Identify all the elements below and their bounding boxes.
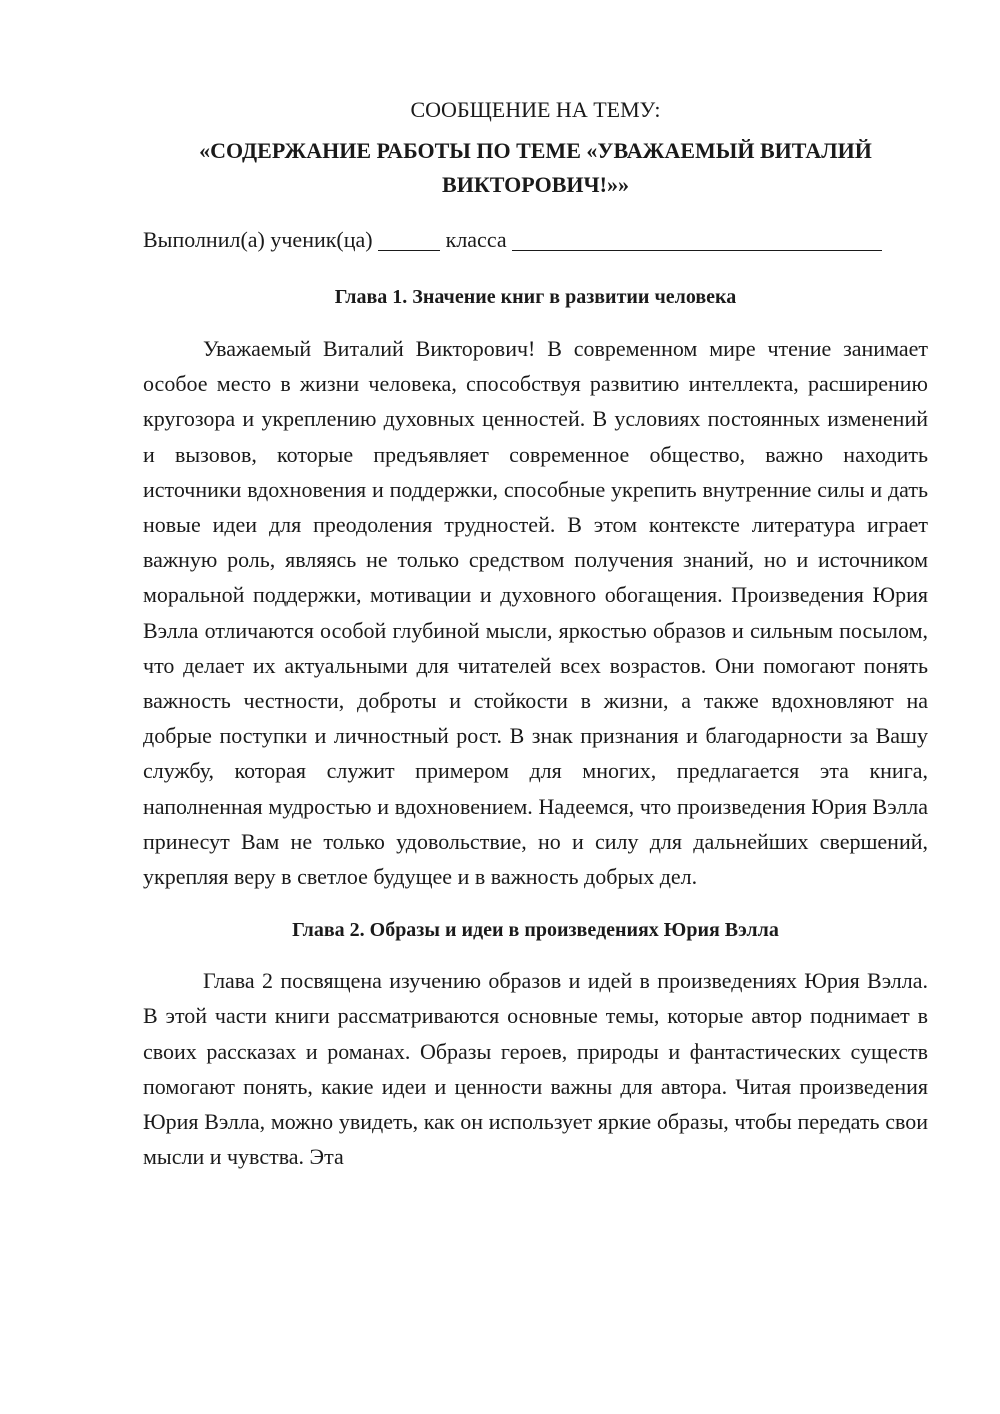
document-title: «СОДЕРЖАНИЕ РАБОТЫ ПО ТЕМЕ «УВАЖАЕМЫЙ ВИТАЛИЙ ВИКТОРОВИЧ!»»: [199, 138, 872, 197]
chapter-1-heading: Глава 1. Значение книг в развитии человека: [334, 286, 737, 308]
document-header: СООБЩЕНИЕ НА ТЕМУ:: [410, 97, 661, 122]
class-label: класса: [445, 227, 507, 252]
chapter-2-heading: Глава 2. Образы и идеи в произведениях Юрия Вэлла: [292, 919, 779, 942]
student-label: Выполнил(а) ученик(ца): [143, 227, 373, 252]
name-blank: [512, 226, 882, 251]
chapter-2-paragraph: Глава 2 посвящена изучению образов и идей в произведениях Юрия Вэлла. В этой части книги рассматриваются основные темы, которые автор поднимает в своих рассказах и романах. Образы героев, природы и фантастических существ помогают понять, какие идеи и ценности важны для автора. Читая произведения Юрия Вэлла, можно увидеть, как он использует яркие образы, чтобы передать свои мысли и чувства. Эта: [143, 968, 928, 1170]
document-page: [143, 92, 928, 1174]
class-blank: [378, 226, 440, 251]
author-line: [143, 222, 928, 258]
chapter-1-paragraph: Уважаемый Виталий Викторович! В современном мире чтение занимает особое место в жизни человека, способствуя развитию интеллекта, расширению кругозора и укреплению духовных ценностей. В условиях постоянных изменений и вызовов, которые предъявляет современное общество, важно находить источники вдохновения и поддержки, способные укрепить внутренние силы и дать новые идеи для преодоления трудностей. В этом контексте литература играет важную роль, являясь не только средством получения знаний, но и источником моральной поддержки, мотивации и духовного обогащения. Произведения Юрия Вэлла отличаются особой глубиной мысли, яркостью образов и сильным посылом, что делает их актуальными для читателей всех возрастов. Они помогают понять важность честности, доброты и стойкости в жизни, а также вдохновляют на добрые поступки и личностный рост. В знак признания и благодарности за Вашу службу, которая служит примером для многих, предлагается эта книга, наполненная мудростью и вдохновением. Надеемся, что произведения Юрия Вэлла принесут Вам не только удовольствие, но и силу для дальнейших свершений, укрепляя веру в светлое будущее и в важность добрых дел.: [143, 336, 928, 890]
